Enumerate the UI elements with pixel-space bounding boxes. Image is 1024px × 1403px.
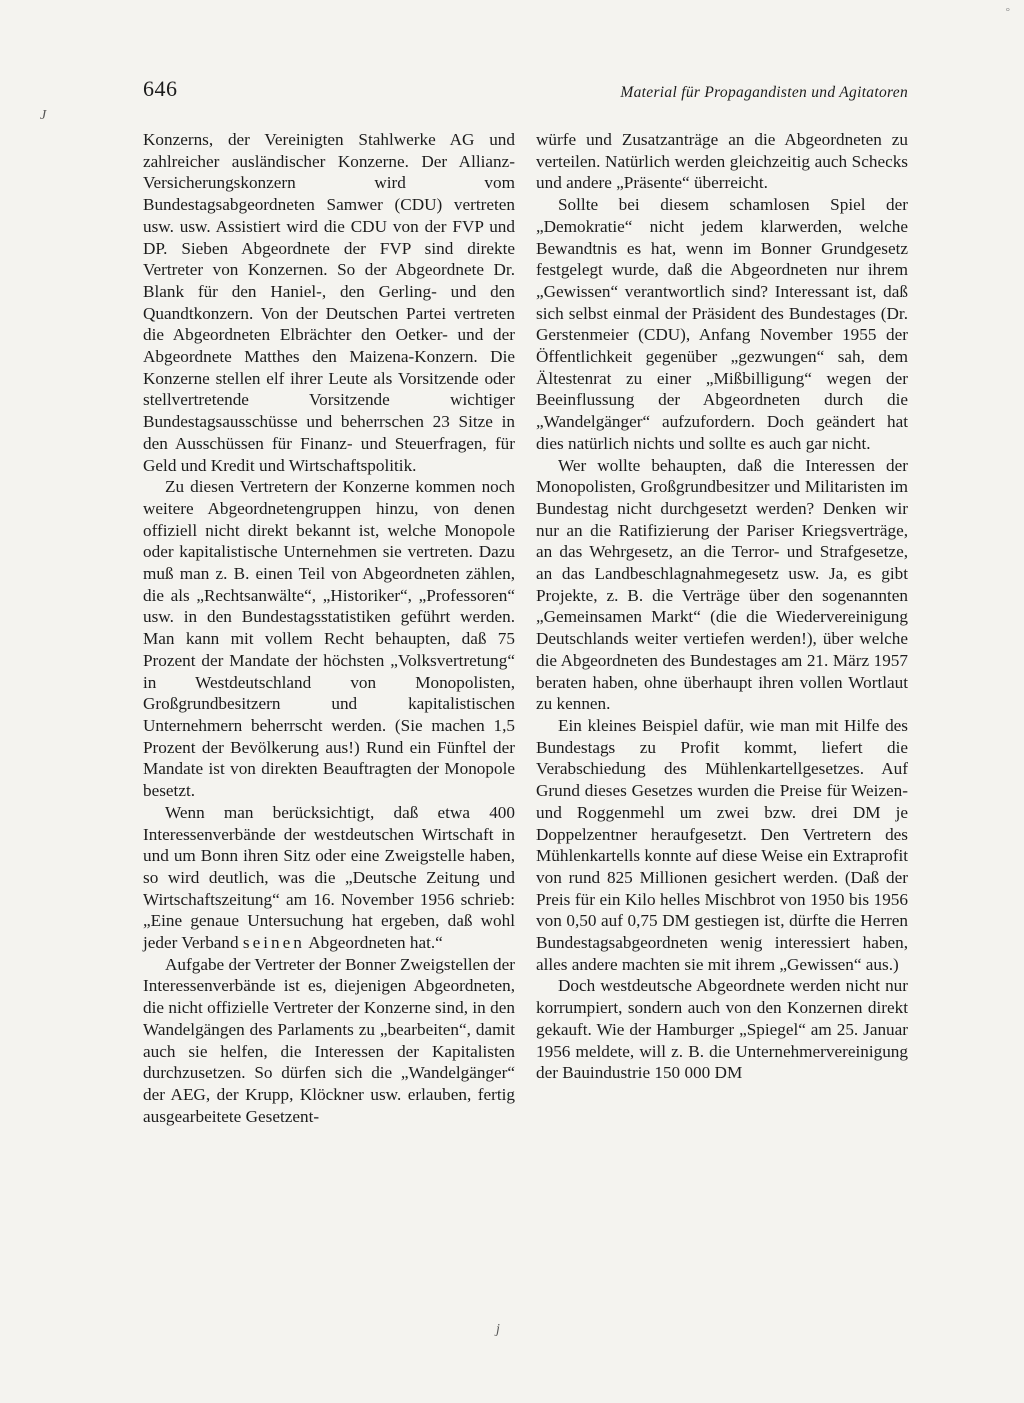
page-number: 646	[143, 76, 178, 101]
right-column	[536, 129, 908, 1084]
margin-mark: j	[496, 1322, 500, 1337]
paragraph: Wer wollte behaupten, daß die Interessen der Monopolisten, Großgrundbesitzer und Militaristen im Bundestag nicht durchgesetzt werden? Denken wir nur an die Ratifizierung der Pariser Kriegsverträge, an das Wehrgesetz, an die Terror- und Strafgesetze, an das Landbeschlagnahmegesetz usw. Ja, es gibt Projekte, z. B. die Verträge über den sogenannten „Gemeinsamen Markt“ (die die Wiedervereinigung Deutschlands weiter vertiefen werden!), über welche die Abgeordneten des Bundestages am 21. März 1957 beraten haben, ohne überhaupt ihren vollen Wortlaut zu kennen.	[536, 455, 908, 714]
left-column	[143, 129, 515, 1127]
paragraph: würfe und Zusatzanträge an die Abgeordneten zu verteilen. Natürlich werden gleichzeitig auch Schecks und andere „Präsente“ überreicht.	[536, 130, 908, 193]
paragraph: Zu diesen Vertretern der Konzerne kommen noch weitere Abgeordnetengruppen hinzu, von denen offiziell nicht direkt bekannt ist, welche Monopole oder kapitalistische Unternehmen sie vertreten. Dazu muß man z. B. einen Teil von Abgeordneten zählen, die als „Rechtsanwälte“, „Historiker“, „Professoren“ usw. in den Bundestagsstatistiken geführt werden. Man kann mit vollem Recht behaupten, daß 75 Prozent der Mandate der höchsten „Volksvertretung“ in Westdeutschland von Monopolisten, Großgrundbesitzern und kapitalistischen Unternehmern beherrscht werden. (Sie machen 1,5 Prozent der Bevölkerung aus!) Rund ein Fünftel der Mandate ist von direkten Beauftragten der Monopole besetzt.	[143, 477, 515, 801]
paragraph-text: Wenn man berücksichtigt, daß etwa 400 Interessenverbände der westdeutschen Wirtschaft in und um Bonn ihren Sitz oder eine Zweigstelle haben, so wird deutlich, was die „Deutsche Zeitung und Wirtschaftszeitung“ am 16. November 1956 schrieb: „Eine genaue Untersuchung hat ergeben, daß wohl jeder Verband	[143, 802, 515, 953]
paragraph: Sollte bei diesem schamlosen Spiel der „Demokratie“ nicht jedem klarwerden, welche Bewandtnis es hat, wenn im Bonner Grundgesetz festgelegt wurde, daß die Abgeordneten nur ihrem „Gewissen“ verantwortlich sind? Interessant ist, daß sich selbst einmal der Präsident des Bundestages (Dr. Gerstenmeier (CDU), Anfang November 1955 der Öffentlichkeit gegenüber „gezwungen“ sah, dem Ältestenrat zu einer „Mißbilligung“ wegen der Beeinflussung der Abgeordneten durch die „Wandelgänger“ aufzufordern. Doch geändert hat dies natürlich nichts und sollte es auch gar nicht.	[536, 195, 908, 453]
paragraph: Ein kleines Beispiel dafür, wie man mit Hilfe des Bundestags zu Profit kommt, liefert die Verabschiedung des Mühlenkartellgesetzes. Auf Grund dieses Gesetzes wurden die Preise für Weizen- und Roggenmehl um zwei bzw. drei DM je Doppelzentner heraufgesetzt. Den Vertretern des Mühlenkartells konnte auf diese Weise ein Extraprofit von rund 825 Millionen gesichert werden. (Daß der Preis für ein Kilo helles Mischbrot von 1950 bis 1956 von 0,50 auf 0,75 DM gestiegen ist, dürfte die Herren Bundestagsabgeordneten wenig interessiert haben, alles andere machten sie mit ihrem „Gewissen“ aus.)	[536, 715, 908, 974]
running-head: Material für Propagandisten und Agitatoren	[620, 84, 908, 101]
edge-mark: °	[1005, 6, 1010, 18]
spaced-word: seinen	[242, 933, 305, 953]
paragraph	[143, 802, 515, 954]
margin-mark: J	[40, 108, 47, 123]
paragraph: Doch westdeutsche Abgeordnete werden nicht nur korrumpiert, sondern auch von den Konzernen direkt gekauft. Wie der Hamburger „Spiegel“ am 25. Januar 1956 meldete, will z. B. die Unternehmervereinigung der Bauindustrie 150 000 DM	[536, 976, 908, 1083]
paragraph: Konzerns, der Vereinigten Stahlwerke AG und zahlreicher ausländischer Konzerne. Der Allianz-Versicherungskonzern wird vom Bundestagsabgeordneten Samwer (CDU) vertreten usw. usw. Assistiert wird die CDU von der FVP und DP. Sieben Abgeordnete der FVP sind direkte Vertreter von Konzernen. So der Abgeordnete Dr. Blank für den Haniel-, den Gerling- und den Quandtkonzern. Von der Deutschen Partei vertreten die Abgeordneten Elbrächter den Oetker- und der Abgeordnete Matthes den Maizena-Konzern. Die Konzerne stellen elf ihrer Leute als Vorsitzende oder stellvertretende Vorsitzende wichtiger Bundestagsausschüsse und beherrschen 23 Sitze in den Ausschüssen für Finanz- und Steuerfragen, für Geld und Kredit und Wirtschaftspolitik.	[143, 130, 515, 475]
paragraph-text: Abgeordneten hat.“	[308, 933, 443, 953]
paragraph: Aufgabe der Vertreter der Bonner Zweigstellen der Interessenverbände ist es, diejenigen Abgeordneten, die nicht offizielle Vertreter der Konzerne sind, in den Wandelgängen des Parlaments zu „bearbeiten“, damit auch sie helfen, die Interessen der Kapitalisten durchzusetzen. So dürfen sich die „Wandelgänger“ der AEG, der Krupp, Klöckner usw. erlauben, fertig ausgearbeitete Gesetzent-	[143, 954, 515, 1126]
